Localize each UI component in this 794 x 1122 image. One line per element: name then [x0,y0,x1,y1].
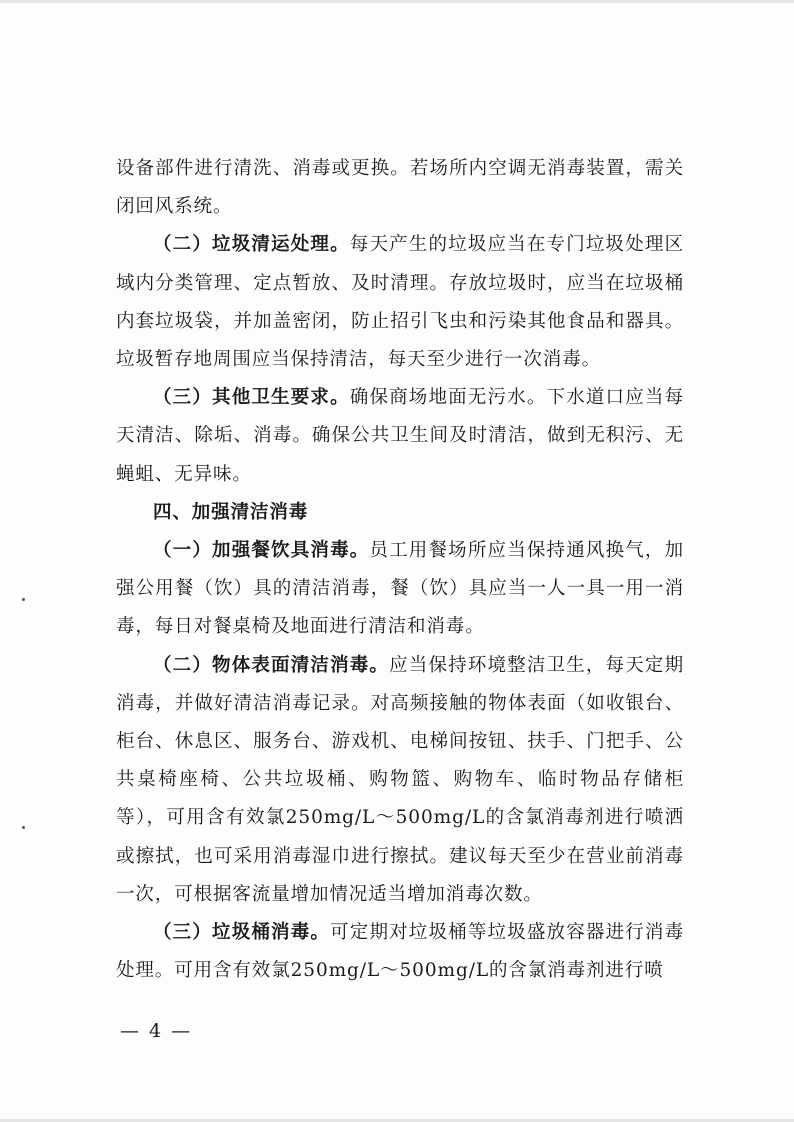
document-body [116,150,684,990]
paragraph-lead: （三）其他卫生要求。 [153,387,350,409]
paragraph-garbage-removal [116,226,684,379]
paragraph-lead: （二）垃圾清运处理。 [153,234,350,256]
paragraph-lead: （一）加强餐饮具消毒。 [153,540,370,562]
paragraph-text: 设备部件进行清洗、消毒或更换。若场所内空调无消毒装置，需关闭回风系统。 [116,158,684,218]
paragraph-lead: （三）垃圾桶消毒。 [153,922,331,944]
scan-speck [22,598,25,601]
paragraph-bin-disinfection [116,914,684,990]
paragraph-text: 每天产生的垃圾应当在专门垃圾处理区域内分类管理、定点暂放、及时清理。存放垃圾时，应当在垃圾桶内套垃圾袋，并加盖密闭，防止招引飞虫和污染其他食品和器具。垃圾暂存地周围应当保持清洁，每天至少进行一次消毒。 [116,234,684,371]
scan-edge-top [0,0,794,3]
page-number: — 4 — [120,1020,193,1042]
scan-speck [22,826,25,829]
paragraph-continuation [116,150,684,226]
paragraph-other-hygiene [116,379,684,494]
paragraph-surface-disinfection [116,647,684,914]
section-heading: 四、加强清洁消毒 [153,501,309,523]
paragraph-text: 员工用餐场所应当保持通风换气，加强公用餐（饮）具的清洁消毒，餐（饮）具应当一人一具一用一消毒，每日对餐桌椅及地面进行清洁和消毒。 [116,540,685,638]
paragraph-tableware-disinfection [116,532,684,647]
paragraph-text: 可定期对垃圾桶等垃圾盛放容器进行消毒处理。可用含有效氯250mg/L～500mg/L的含氯消毒剂进行喷 [116,922,684,982]
paragraph-lead: （二）物体表面清洁消毒。 [153,654,390,676]
paragraph-text: 应当保持环境整洁卫生，每天定期消毒，并做好清洁消毒记录。对高频接触的物体表面（如收银台、柜台、休息区、服务台、游戏机、电梯间按钮、扶手、门把手、公共桌椅座椅、公共垃圾桶、购物篮、购物车、临时物品存储柜等），可用含有效氯250mg/L～500mg/L的含氯消毒剂进行喷洒或擦拭，也可采用消毒湿巾进行擦拭。建议每天至少在营业前消毒一次，可根据客流量增加情况适当增加消毒次数。 [116,654,684,905]
paragraph-text: 确保商场地面无污水。下水道口应当每天清洁、除垢、消毒。确保公共卫生间及时清洁，做到无积污、无蝇蛆、无异味。 [116,387,684,485]
